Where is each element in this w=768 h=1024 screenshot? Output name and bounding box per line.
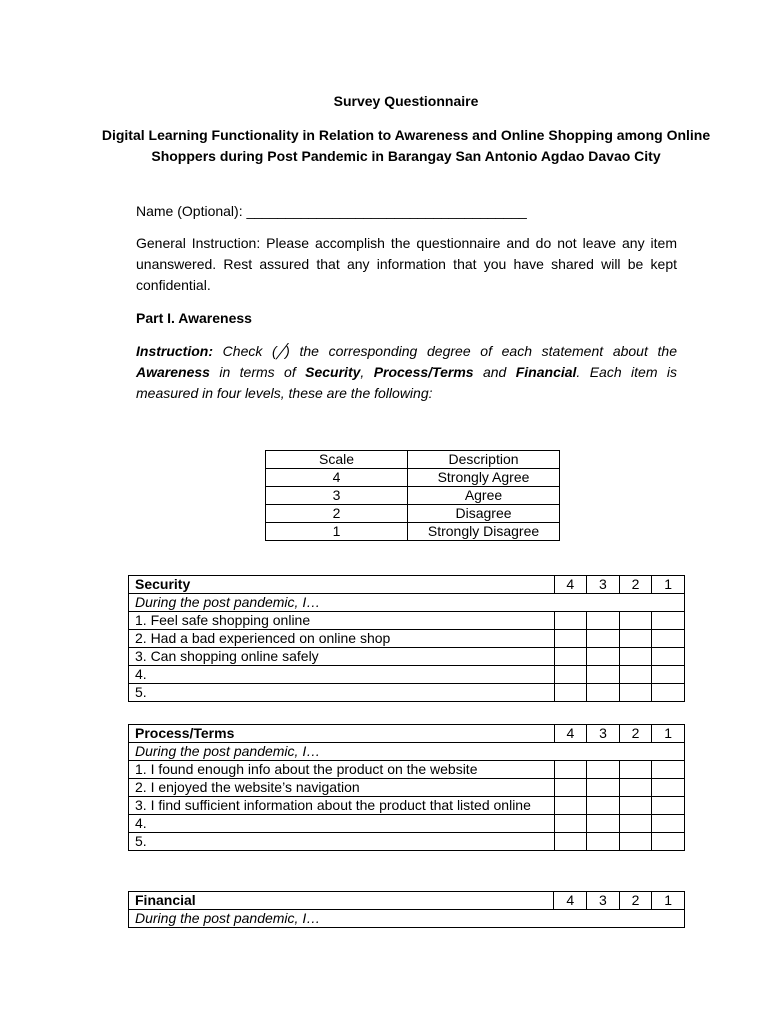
table-row bbox=[129, 833, 685, 851]
statement: 2. I enjoyed the website’s navigation bbox=[129, 779, 555, 797]
column-label-2: 2 bbox=[619, 576, 652, 594]
instruction-paragraph bbox=[136, 341, 677, 404]
statement: 4. bbox=[129, 815, 555, 833]
scale-table-header bbox=[266, 451, 560, 469]
table-row bbox=[129, 797, 685, 815]
check-box-4[interactable] bbox=[554, 612, 587, 630]
instruction-comma: , bbox=[360, 364, 374, 380]
check-box-3[interactable] bbox=[587, 666, 620, 684]
check-box-3[interactable] bbox=[587, 684, 620, 702]
table-row bbox=[129, 648, 685, 666]
check-box-3[interactable] bbox=[587, 630, 620, 648]
instruction-security: Security bbox=[305, 364, 361, 380]
scale-value: 4 bbox=[266, 469, 408, 487]
name-field[interactable]: Name (Optional): ____________________________________ bbox=[136, 203, 527, 219]
survey-title: Survey Questionnaire bbox=[333, 93, 479, 109]
scale-description: Strongly Disagree bbox=[408, 523, 560, 541]
statement: 5. bbox=[129, 684, 555, 702]
financial-title: Financial bbox=[129, 892, 554, 910]
instruction-text-3: . Each item is measured in four levels, these are the following: bbox=[136, 364, 677, 401]
scale-row bbox=[266, 469, 560, 487]
check-box-1[interactable] bbox=[652, 684, 685, 702]
scale-row bbox=[266, 505, 560, 523]
check-box-1[interactable] bbox=[652, 797, 685, 815]
instruction-financial: Financial bbox=[515, 364, 577, 380]
financial-table bbox=[128, 891, 685, 928]
security-table bbox=[128, 575, 685, 702]
check-box-4[interactable] bbox=[554, 648, 587, 666]
process-intro: During the post pandemic, I… bbox=[129, 743, 685, 761]
check-box-4[interactable] bbox=[554, 630, 587, 648]
check-box-2[interactable] bbox=[619, 648, 652, 666]
statement: 5. bbox=[129, 833, 555, 851]
part-heading: Part I. Awareness bbox=[136, 310, 252, 326]
table-row bbox=[129, 666, 685, 684]
security-title: Security bbox=[129, 576, 555, 594]
scale-value: 3 bbox=[266, 487, 408, 505]
check-box-3[interactable] bbox=[587, 648, 620, 666]
check-box-3[interactable] bbox=[587, 815, 620, 833]
check-box-1[interactable] bbox=[652, 833, 685, 851]
column-label-1: 1 bbox=[652, 725, 685, 743]
security-header-row bbox=[129, 576, 685, 594]
financial-intro: During the post pandemic, I… bbox=[129, 910, 685, 928]
process-intro-row bbox=[129, 743, 685, 761]
scale-row bbox=[266, 523, 560, 541]
check-box-1[interactable] bbox=[652, 761, 685, 779]
check-box-2[interactable] bbox=[619, 684, 652, 702]
column-label-4: 4 bbox=[554, 576, 587, 594]
column-label-2: 2 bbox=[619, 892, 652, 910]
check-box-4[interactable] bbox=[554, 666, 587, 684]
check-box-4[interactable] bbox=[554, 815, 587, 833]
column-label-1: 1 bbox=[652, 892, 685, 910]
column-label-4: 4 bbox=[554, 892, 587, 910]
scale-description: Strongly Agree bbox=[408, 469, 560, 487]
check-box-3[interactable] bbox=[587, 761, 620, 779]
check-box-3[interactable] bbox=[587, 612, 620, 630]
check-box-4[interactable] bbox=[554, 833, 587, 851]
instruction-label: Instruction: bbox=[136, 343, 213, 359]
check-box-2[interactable] bbox=[619, 797, 652, 815]
statement: 1. I found enough info about the product on the website bbox=[129, 761, 555, 779]
instruction-process: Process/Terms bbox=[373, 364, 474, 380]
check-box-1[interactable] bbox=[652, 666, 685, 684]
scale-description: Agree bbox=[408, 487, 560, 505]
process-terms-table bbox=[128, 724, 685, 851]
table-row bbox=[129, 630, 685, 648]
statement: 1. Feel safe shopping online bbox=[129, 612, 555, 630]
table-row bbox=[129, 684, 685, 702]
check-box-2[interactable] bbox=[619, 630, 652, 648]
column-label-3: 3 bbox=[587, 725, 620, 743]
column-label-3: 3 bbox=[587, 576, 620, 594]
column-label-1: 1 bbox=[652, 576, 685, 594]
financial-header-row bbox=[129, 892, 685, 910]
check-box-3[interactable] bbox=[587, 833, 620, 851]
check-box-2[interactable] bbox=[619, 833, 652, 851]
check-box-1[interactable] bbox=[652, 630, 685, 648]
scale-description: Disagree bbox=[408, 505, 560, 523]
instruction-and: and bbox=[473, 364, 516, 380]
general-instruction: General Instruction: Please accomplish the questionnaire and do not leave any item unanswered. Rest assured that any information that you have shared will be kept confidential. bbox=[136, 235, 677, 293]
process-title: Process/Terms bbox=[129, 725, 555, 743]
scale-value: 1 bbox=[266, 523, 408, 541]
scale-value: 2 bbox=[266, 505, 408, 523]
check-box-2[interactable] bbox=[619, 666, 652, 684]
security-intro-row bbox=[129, 594, 685, 612]
security-intro: During the post pandemic, I… bbox=[129, 594, 685, 612]
instruction-text-1: Check (╱) the corresponding degree of each statement about the bbox=[213, 343, 677, 359]
check-box-2[interactable] bbox=[619, 612, 652, 630]
study-title: Digital Learning Functionality in Relation to Awareness and Online Shopping among Online Shoppers during Post Pandemic in Barangay San Antonio Agdao Davao City bbox=[101, 127, 711, 164]
statement: 2. Had a bad experienced on online shop bbox=[129, 630, 555, 648]
scale-table bbox=[265, 450, 560, 541]
check-box-1[interactable] bbox=[652, 815, 685, 833]
check-box-4[interactable] bbox=[554, 779, 587, 797]
check-box-1[interactable] bbox=[652, 648, 685, 666]
check-box-4[interactable] bbox=[554, 761, 587, 779]
check-box-3[interactable] bbox=[587, 779, 620, 797]
check-box-1[interactable] bbox=[652, 779, 685, 797]
check-box-4[interactable] bbox=[554, 797, 587, 815]
table-row bbox=[129, 815, 685, 833]
check-box-2[interactable] bbox=[619, 761, 652, 779]
check-box-2[interactable] bbox=[619, 779, 652, 797]
statement: 3. Can shopping online safely bbox=[129, 648, 555, 666]
process-header-row bbox=[129, 725, 685, 743]
column-label-4: 4 bbox=[554, 725, 587, 743]
instruction-awareness: Awareness bbox=[136, 364, 210, 380]
table-row bbox=[129, 612, 685, 630]
description-header: Description bbox=[408, 451, 560, 469]
check-box-1[interactable] bbox=[652, 612, 685, 630]
check-box-4[interactable] bbox=[554, 684, 587, 702]
instruction-text-2: in terms of bbox=[209, 364, 306, 380]
check-box-2[interactable] bbox=[619, 815, 652, 833]
check-box-3[interactable] bbox=[587, 797, 620, 815]
table-row bbox=[129, 761, 685, 779]
table-row bbox=[129, 779, 685, 797]
scale-row bbox=[266, 487, 560, 505]
financial-intro-row bbox=[129, 910, 685, 928]
scale-header: Scale bbox=[266, 451, 408, 469]
column-label-3: 3 bbox=[587, 892, 620, 910]
statement: 4. bbox=[129, 666, 555, 684]
statement: 3. I find sufficient information about the product that listed online bbox=[129, 797, 555, 815]
column-label-2: 2 bbox=[619, 725, 652, 743]
